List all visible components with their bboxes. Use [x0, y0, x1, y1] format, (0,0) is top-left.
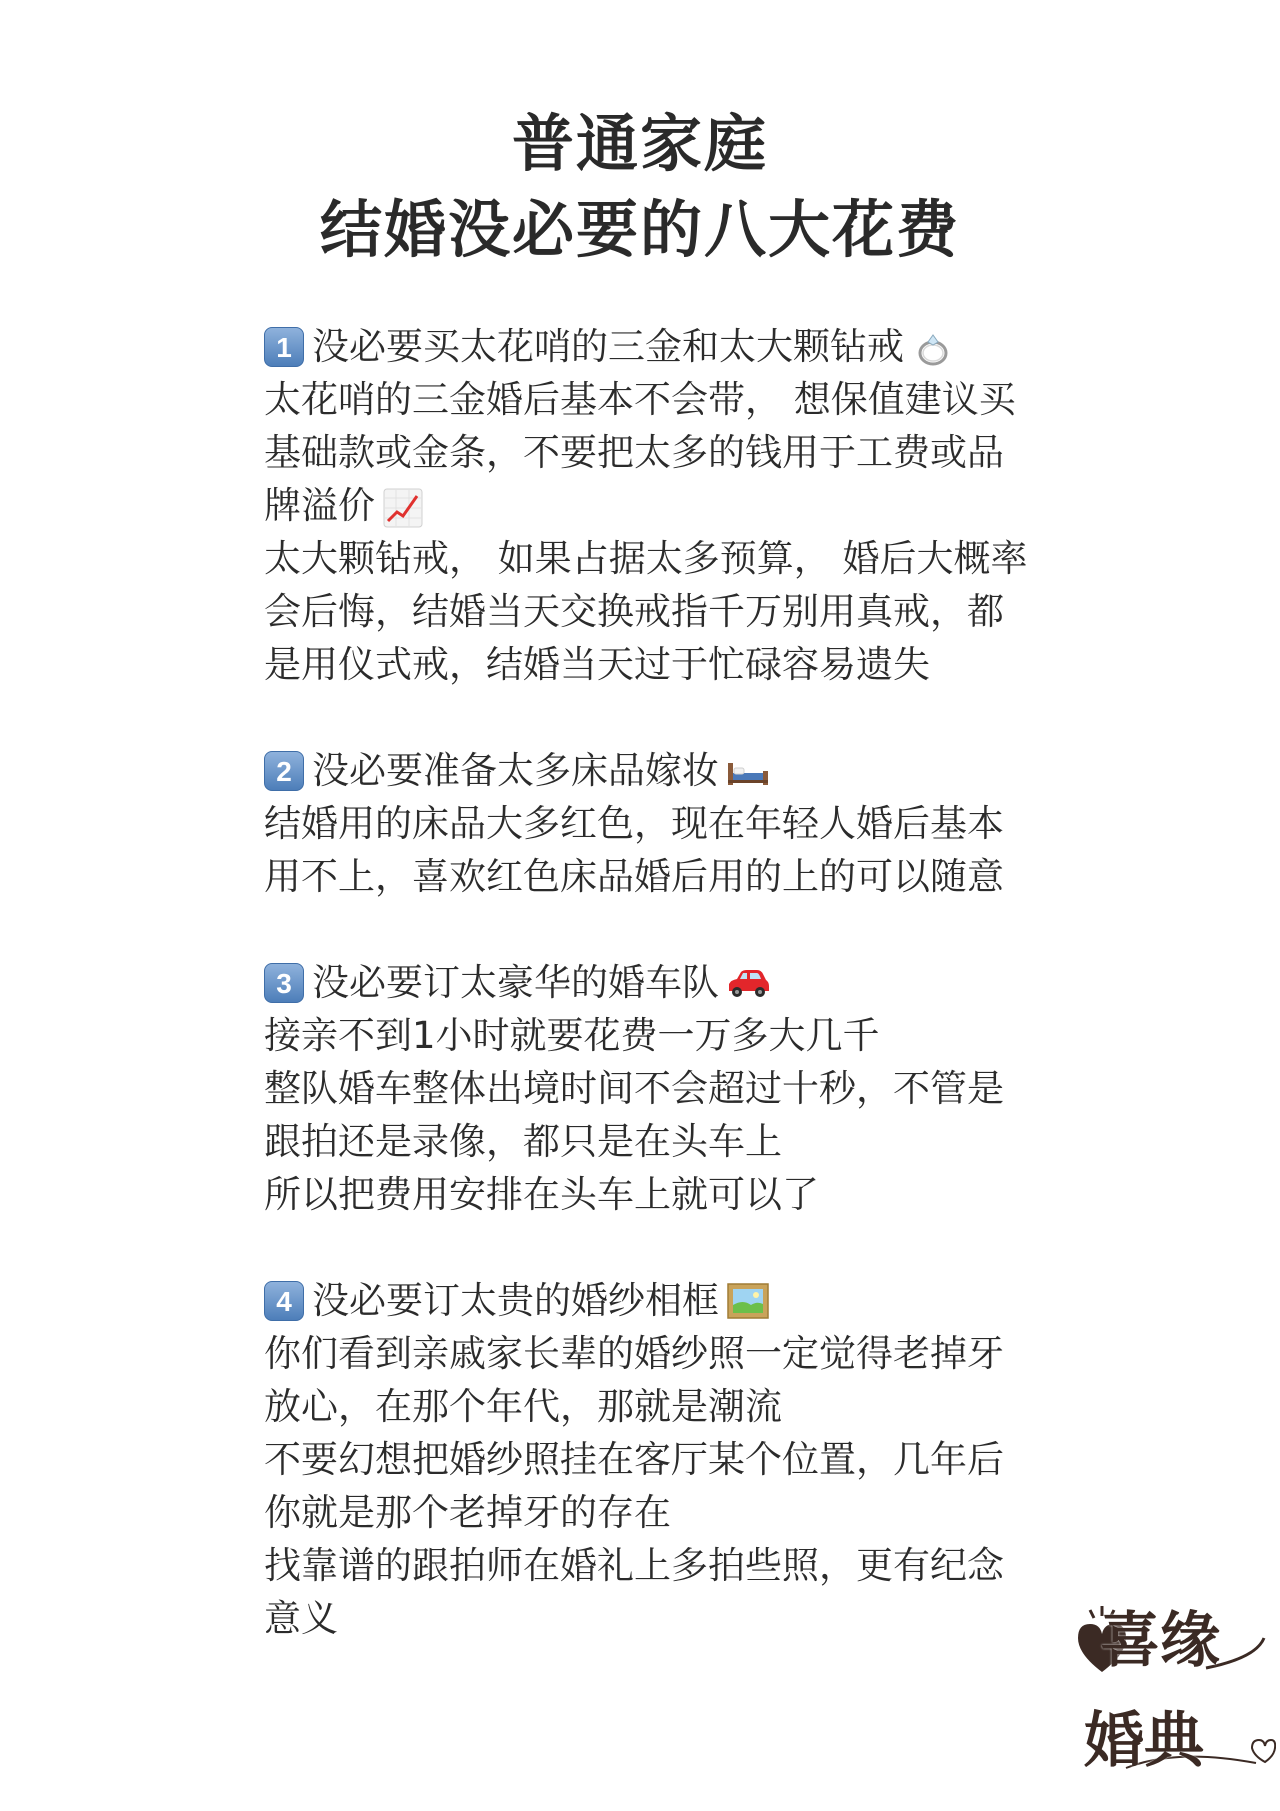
car-icon	[725, 963, 771, 1003]
section-2-heading	[264, 744, 1064, 797]
section-3-line: 接亲不到1小时就要花费一万多大几千	[264, 1014, 880, 1057]
bed-icon	[725, 751, 771, 791]
section-3-heading	[264, 956, 1064, 1009]
section-1-line: 太大颗钻戒， 如果占据太多预算， 婚后大概率	[264, 537, 1028, 580]
page-title-line-2: 结婚没必要的八大花费	[319, 193, 960, 266]
section-4-line: 你们看到亲戚家长辈的婚纱照一定觉得老掉牙	[264, 1332, 1004, 1375]
section-1-line: 太花哨的三金婚后基本不会带， 想保值建议买	[264, 378, 1016, 421]
section-3-line: 所以把费用安排在头车上就可以了	[264, 1173, 819, 1216]
section-1-line: 基础款或金条，不要把太多的钱用于工费或品	[264, 431, 1004, 474]
section-3-title: 没必要订太豪华的婚车队	[312, 961, 719, 1004]
section-1-title: 没必要买太花哨的三金和太大颗钻戒	[312, 325, 904, 368]
framed-picture-icon	[725, 1281, 771, 1321]
section-2-line: 结婚用的床品大多红色，现在年轻人婚后基本	[264, 802, 1004, 845]
section-1-line	[264, 479, 1064, 532]
watermark-text-top: 喜缘	[1100, 1606, 1220, 1676]
section-4	[264, 1274, 1064, 1645]
section-1	[264, 320, 1064, 691]
section-3	[264, 956, 1064, 1221]
section-4-line: 找靠谱的跟拍师在婚礼上多拍些照，更有纪念	[264, 1544, 1004, 1587]
article-body	[264, 320, 1064, 1698]
section-2	[264, 744, 1064, 903]
section-4-line: 你就是那个老掉牙的存在	[264, 1491, 671, 1534]
keycap-2-icon: 2	[264, 751, 304, 791]
section-2-line: 用不上，喜欢红色床品婚后用的上的可以随意	[264, 855, 1004, 898]
section-1-line: 是用仪式戒，结婚当天过于忙碌容易遗失	[264, 643, 930, 686]
section-4-line: 意义	[264, 1597, 338, 1640]
section-1-heading	[264, 320, 1064, 373]
keycap-3-icon: 3	[264, 963, 304, 1003]
keycap-1-icon: 1	[264, 327, 304, 367]
section-1-line: 会后悔，结婚当天交换戒指千万别用真戒，都	[264, 590, 1004, 633]
section-3-line: 跟拍还是录像，都只是在头车上	[264, 1120, 782, 1163]
section-4-title: 没必要订太贵的婚纱相框	[312, 1279, 719, 1322]
section-1-line-text: 牌溢价	[264, 484, 375, 527]
watermark-logo	[1056, 1598, 1276, 1798]
page-title-line-1: 普通家庭	[511, 107, 768, 180]
section-4-line: 不要幻想把婚纱照挂在客厅某个位置，几年后	[264, 1438, 1004, 1481]
section-4-line: 放心，在那个年代，那就是潮流	[264, 1385, 782, 1428]
section-3-line: 整队婚车整体出境时间不会超过十秒，不管是	[264, 1067, 1004, 1110]
chart-increasing-icon	[383, 488, 423, 528]
watermark-text-bottom: 婚典	[1084, 1706, 1204, 1776]
section-2-title: 没必要准备太多床品嫁妆	[312, 749, 719, 792]
ring-icon	[910, 327, 956, 367]
section-4-heading	[264, 1274, 1064, 1327]
keycap-4-icon: 4	[264, 1281, 304, 1321]
